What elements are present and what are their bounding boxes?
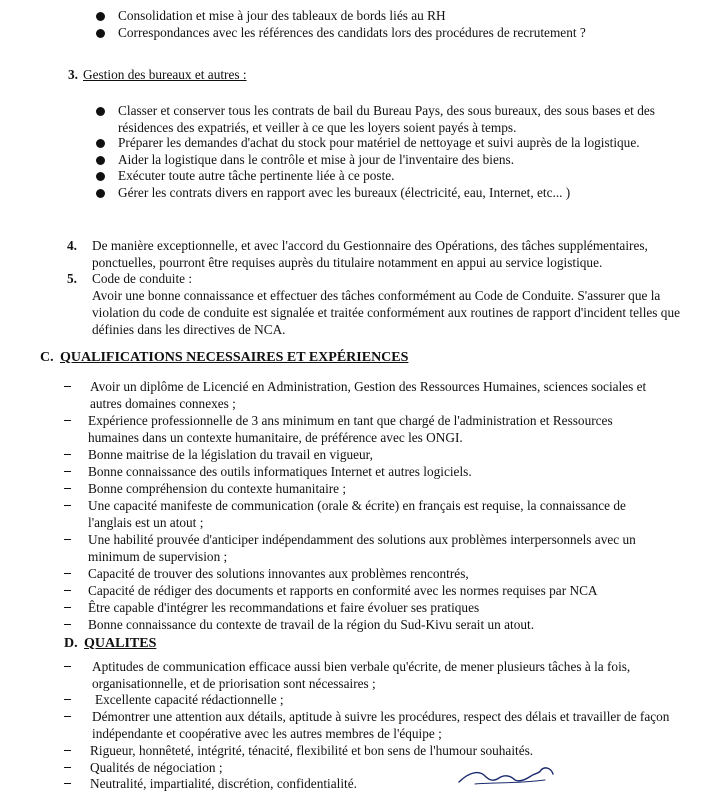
sectionC-item-3: Bonne maitrise de la législation du travail en vigueur, [88, 447, 373, 462]
section3-item-1: Classer et conserver tous les contrats de bail du Bureau Pays, des sous bureaux, des sous bases et des résidences des expatriés, et veiller à ce que les loyers soient payés à temps. [118, 103, 655, 135]
sectionD-item-1: Aptitudes de communication efficace aussi bien verbale qu'écrite, de mener plusieurs tâches à la fois, organisationnelle, et de priorisation sont nécessaires ; [92, 659, 631, 691]
section3-item-2: Préparer les demandes d'achat du stock pour matériel de nettoyage et suivi auprès de la logistique. [118, 135, 640, 150]
section4-number: 4. [67, 238, 77, 253]
dash-icon [64, 420, 71, 421]
sectionD-letter: D. [64, 636, 78, 651]
section3-item-5: Gérer les contrats divers en rapport avec les bureaux (électricité, eau, Internet, etc... ) [118, 185, 571, 200]
bullet-icon [96, 172, 105, 181]
section3-item-4: Exécuter toute autre tâche pertinente liée à ce poste. [118, 168, 395, 183]
sectionC-item-7: Une habilité prouvée d'anticiper indépendamment des solutions aux problèmes interpersonnels avec un minimum de supervision ; [88, 532, 636, 564]
section5-text: Avoir une bonne connaissance et effectuer des tâches conformément au Code de Conduite. S'assurer que la violation du code de conduite est signalée et traitée conformément aux routines de rapport d'incident telles que définies dans les directives de NCA. [92, 288, 680, 337]
dash-icon [64, 750, 71, 751]
bullet-icon [96, 156, 105, 165]
sectionC-item-2: Expérience professionnelle de 3 ans minimum en tant que chargé de l'administration et Ressources humaines dans un contexte humanitaire, de préférence avec les ONGI. [88, 413, 613, 445]
sectionC-item-10: Être capable d'intégrer les recommandations et faire évoluer ses pratiques [88, 600, 480, 615]
bullet-icon [96, 12, 105, 21]
sectionD-title: QUALITES [84, 636, 157, 651]
bullet-icon [96, 107, 105, 116]
sectionC-item-11: Bonne connaissance du contexte de travail de la région du Sud-Kivu serait un atout. [88, 617, 535, 632]
signature-icon [455, 762, 565, 788]
dash-icon [64, 471, 71, 472]
bullet-icon [96, 29, 105, 38]
dash-icon [64, 767, 71, 768]
section5-title: Code de conduite : [92, 271, 193, 286]
dash-icon [64, 590, 71, 591]
dash-icon [64, 386, 71, 387]
sectionD-item-4: Rigueur, honnêteté, intégrité, ténacité, flexibilité et bon sens de l'humour souhaités. [90, 743, 534, 758]
dash-icon [64, 454, 71, 455]
dash-icon [64, 488, 71, 489]
dash-icon [64, 607, 71, 608]
dash-icon [64, 624, 71, 625]
dash-icon [64, 573, 71, 574]
sectionD-item-5: Qualités de négociation ; [90, 760, 223, 775]
sectionC-item-9: Capacité de rédiger des documents et rapports en conformité avec les normes requises par NCA [88, 583, 598, 598]
sectionC-letter: C. [40, 350, 54, 365]
section5-number: 5. [67, 271, 77, 286]
sectionC-item-4: Bonne connaissance des outils informatiques Internet et autres logiciels. [88, 464, 472, 479]
rh-item-1: Consolidation et mise à jour des tableaux de bords liés au RH [118, 8, 446, 23]
section3-title: Gestion des bureaux et autres : [83, 67, 247, 82]
sectionC-item-1: Avoir un diplôme de Licencié en Administration, Gestion des Ressources Humaines, sciences sociales et autres domaines connexes ; [90, 379, 647, 411]
sectionD-item-6: Neutralité, impartialité, discrétion, confidentialité. [90, 776, 357, 791]
bullet-icon [96, 139, 105, 148]
dash-icon [64, 783, 71, 784]
sectionD-item-3: Démontrer une attention aux détails, aptitude à suivre les procédures, respect des délais et travailler de façon indépendante et coopérative avec les autres membres de l'équipe ; [92, 709, 670, 741]
rh-item-2: Correspondances avec les références des candidats lors des procédures de recrutement ? [118, 25, 586, 40]
sectionC-item-8: Capacité de trouver des solutions innovantes aux problèmes rencontrés, [88, 566, 469, 581]
sectionC-item-6: Une capacité manifeste de communication (orale & écrite) en français est requise, la connaissance de l'anglais est un atout ; [88, 498, 626, 530]
dash-icon [64, 666, 71, 667]
sectionC-title: QUALIFICATIONS NECESSAIRES ET EXPÉRIENCES [60, 350, 409, 365]
dash-icon [64, 505, 71, 506]
sectionD-item-2: Excellente capacité rédactionnelle ; [95, 692, 284, 707]
dash-icon [64, 699, 71, 700]
bullet-icon [96, 189, 105, 198]
sectionC-item-5: Bonne compréhension du contexte humanitaire ; [88, 481, 347, 496]
dash-icon [64, 716, 71, 717]
section3-item-3: Aider la logistique dans le contrôle et mise à jour de l'inventaire des biens. [118, 152, 515, 167]
dash-icon [64, 539, 71, 540]
section4-text: De manière exceptionnelle, et avec l'accord du Gestionnaire des Opérations, des tâches supplémentaires, ponctuelles, pourront être requises auprès du titulaire notamment en appui au service logistique. [92, 238, 648, 270]
section3-number: 3. [68, 67, 78, 82]
